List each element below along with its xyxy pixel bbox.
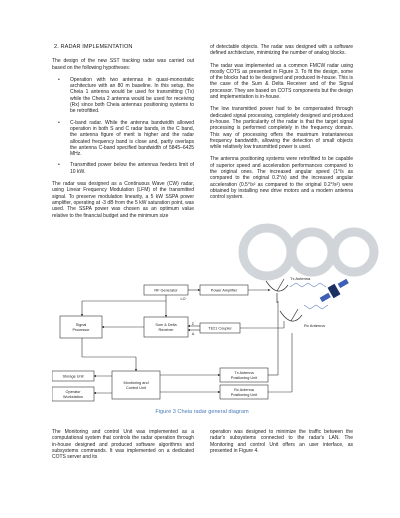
monitoring-control-label: Monitoring and Control Unit [123, 381, 149, 390]
lo-label: LO [180, 297, 186, 301]
sum-delta-block [144, 317, 188, 337]
radar-block-diagram [52, 271, 352, 409]
tx-antenna-label: Tx Antenna [290, 276, 311, 281]
list-item: • C-band radar. While the antenna bandwidth allowed operation in both S and C radar bands, in the C band, the antenna figure of merit is higher and the radar allocated frequency band is close and, partly overlaps the antenna C-band specified bandwidth of 5845–6425 MHz. [70, 120, 194, 158]
left-column [52, 44, 194, 225]
paragraph-positioning: The antenna positioning systems were retrofitted to be capable of superior speed and acceleration performances compared to the original ones. The increased angular speed (1°/s as compared to the original 0.2°/s) and the increased angular acceleration (0.5°/s² as compared to the original 0.2°/s²) were obtained by installing new drive motors and a modern antenna control system. [210, 156, 353, 201]
signal-processor-block [60, 316, 102, 338]
monitoring-control-block [112, 371, 160, 399]
rx-antenna-label: Rx Antenna [304, 323, 325, 328]
radio-waves-icon [290, 283, 328, 309]
storage-unit-label: Storage Unit [62, 374, 84, 379]
paragraph-architecture: of detectable objects. The radar was designed with a software defined architecture, minimizing the number of analog blocks. [210, 44, 353, 57]
satellite-icon [320, 279, 349, 302]
delta-label: Δ [191, 332, 195, 336]
list-item: • Operation with two antennas in quasi-monostatic architecture with an 80 m baseline. In this setup, the Cheia 1 antenna would be used for transmitting (Tx) while the Cheia 2 antenna would be used for receiving (Rx) since both Cheia antennas positioning systems to be retrofitted. [70, 77, 194, 115]
sum-delta-label: Sum & Delta Receiver [155, 323, 177, 332]
signal-processor-label: Signal Processor [72, 323, 90, 332]
figure-caption: Figure 3 Cheia radar general diagram [155, 409, 249, 415]
list-item: • Transmitted power below the antennas feeders limit of 10 kW. [70, 162, 194, 175]
rx-positioning-label: Rx Antenna Positioning Unit [230, 388, 258, 397]
section-heading: 2. RADAR IMPLEMENTATION [54, 44, 133, 50]
bottom-right-paragraph: operation was designed to minimize the traffic between the radar's subsystems connected to the radar's LAN. The Monitoring and control Unit offers an user interface, as presented in Figure 4. [210, 429, 353, 454]
paragraph-fmcw: The radar was implemented as a common FMCW radar using mostly COTS as presented in Figure 3. To fit the design, some of the blocks had to be designed and produced in-house. This is the case of the Sum & Delta Receiver and of the Signal processor. They are based on COTS components but the design and implementation is in-house. [210, 62, 353, 101]
rf-generator-label: RF Generator [154, 288, 178, 293]
te21-coupler-label: TE21 Coupler [208, 326, 232, 331]
tx-positioning-label: Tx Antenna Positioning Unit [230, 371, 258, 380]
rx-antenna-icon [280, 309, 302, 321]
cw-paragraph: The radar was designed as a Continuous Wave (CW) radar, using Linear Frequency Modulation (LFM) of the transmitted signal. To preserve modulation linearity, a 5 kW SSPA power amplifier, operating at -3 dB from the 5 kW saturation point, was used. The SSPA power was chosen as an optimum value relative to the financial budget and the minimum size [52, 181, 194, 219]
right-column [210, 44, 353, 207]
bottom-left-paragraph: The Monitoring and control Unit was implemented as a computational system that controls the radar operation through in-house designed and produced software algorithms and subsystems commands. It was implemented on a dedicated COTS server and its [52, 429, 194, 461]
power-amplifier-label: Power Amplifier [210, 288, 238, 293]
paragraph-processing: The low transmitted power had to be compensated through dedicated signal processing, completely designed and produced in-house. The particularity of the radar is that the target signal processing is performed completely in the frequency domain. This way of processing offers the maximum instantaneous frequency bandwidth, allowing the detection of small objects while relatively low transmitted power is used. [210, 106, 353, 151]
hypotheses-list [52, 77, 194, 175]
tx-antenna-icon [266, 279, 288, 303]
operator-workstation-label: Operator Workstation [63, 390, 83, 399]
intro-paragraph: The design of the new SST tracking radar was carried out based on the following hypotheses: [52, 58, 194, 71]
sigma-label: Σ [191, 322, 195, 326]
